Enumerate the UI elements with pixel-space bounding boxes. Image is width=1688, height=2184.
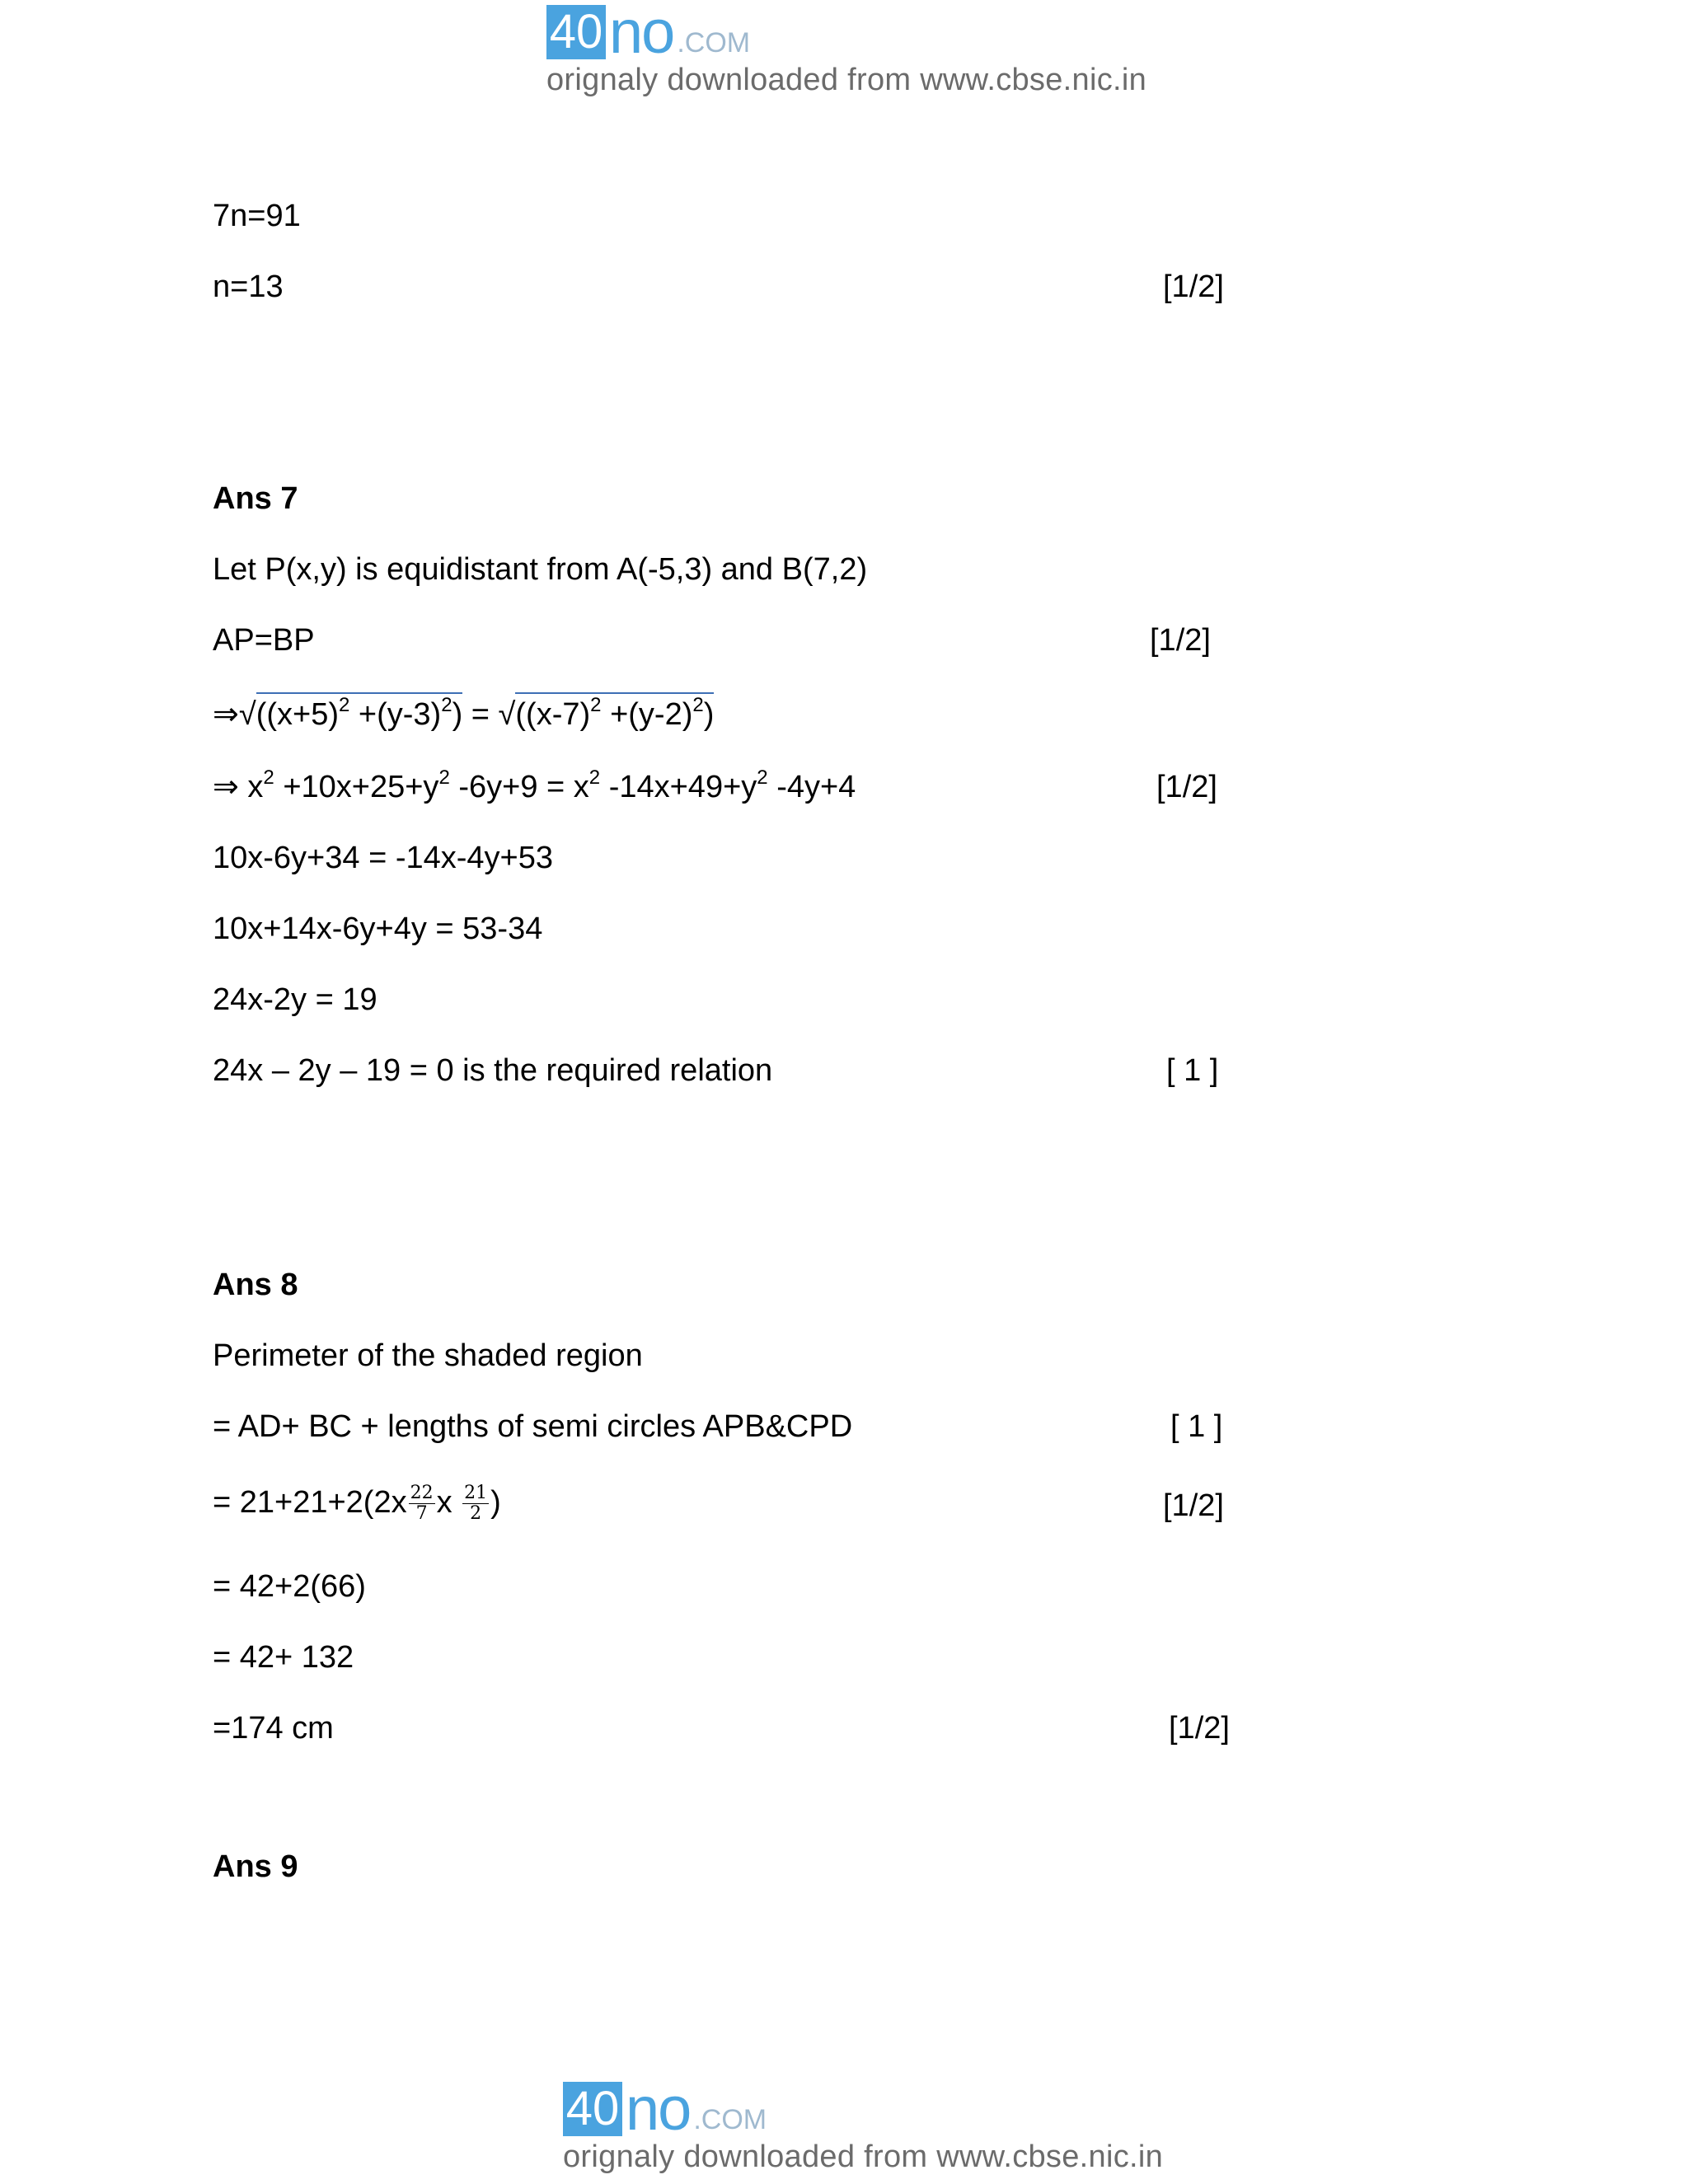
ans8-line-4: = 42+2(66) (213, 1569, 366, 1604)
logo-badge: 40 (546, 5, 606, 59)
logo-domain: .COM (677, 27, 751, 59)
ans7-line-1: Let P(x,y) is equidistant from A(-5,3) and B(7,2) (213, 552, 868, 587)
ans7-line-2: AP=BP (213, 623, 315, 658)
ans8-line-5: = 42+ 132 (213, 1640, 354, 1675)
ans7-mark-8: [ 1 ] (1166, 1053, 1219, 1088)
logo-badge: 40 (563, 2082, 622, 2136)
implies-sqrt: ⇒√ (213, 697, 256, 732)
ans7-line-5: 10x-6y+34 = -14x-4y+53 (213, 841, 553, 875)
header-caption: orignaly downloaded from www.cbse.nic.in (546, 63, 1147, 97)
logo-wordmark: no (609, 0, 674, 66)
header-logo (546, 0, 1146, 98)
ans8-line-1: Perimeter of the shaded region (213, 1338, 643, 1373)
ans8-line-6: =174 cm (213, 1711, 334, 1746)
prev-line-2: n=13 (213, 269, 284, 304)
logo-domain: .COM (693, 2104, 767, 2135)
ans7-line-8: 24x – 2y – 19 = 0 is the required relation (213, 1053, 773, 1088)
footer-caption: orignaly downloaded from www.cbse.nic.in (563, 2139, 1164, 2174)
ans8-mark-3: [1/2] (1163, 1488, 1224, 1523)
ans8-line-3: = 21+21+2(2x $\frac{22}{7}$ x $\frac{21}{2}$ ) (213, 1483, 501, 1525)
ans8-mark-6: [1/2] (1169, 1711, 1230, 1746)
ans8-line-2: = AD+ BC + lengths of semi circles APB&CPD (213, 1409, 853, 1444)
ans7-line-4: ⇒ $x^2 +10x+25+y^2$ $-6y+9 = x^2$ $-14x+49+y^2$ -4y+4 (213, 766, 856, 804)
ans8-mark-2: [ 1 ] (1170, 1409, 1223, 1444)
prev-line-1: 7n=91 (213, 199, 301, 233)
ans7-heading: Ans 7 (213, 481, 298, 516)
ans7-line-7: 24x-2y = 19 (213, 982, 377, 1017)
logo-wordmark: no (626, 2074, 691, 2143)
ans7-mark-4: [1/2] (1156, 770, 1217, 804)
sqrt-radicand-right: $((x-7)^2 +(y-2)^2)$ (515, 694, 715, 732)
fraction-21-2: $\frac{21}{2}$ (464, 1483, 488, 1525)
ans8-heading: Ans 8 (213, 1268, 298, 1302)
ans9-heading: Ans 9 (213, 1849, 298, 1884)
ans7-mark-2: [1/2] (1150, 623, 1211, 658)
prev-mark: [1/2] (1163, 269, 1224, 304)
sqrt-radicand-left: $((x+5)^2 +(y-3)^2)$ (256, 694, 463, 732)
ans7-line-6: 10x+14x-6y+4y = 53-34 (213, 912, 543, 946)
ans7-line-3: $\Rightarrow√((x+5)^2 +(y-3)^2) = √((x-7)^2 +(y-2)^2)$ (213, 694, 715, 732)
footer-logo (563, 2074, 1164, 2175)
fraction-22-7: $\frac{22}{7}$ (410, 1483, 434, 1525)
